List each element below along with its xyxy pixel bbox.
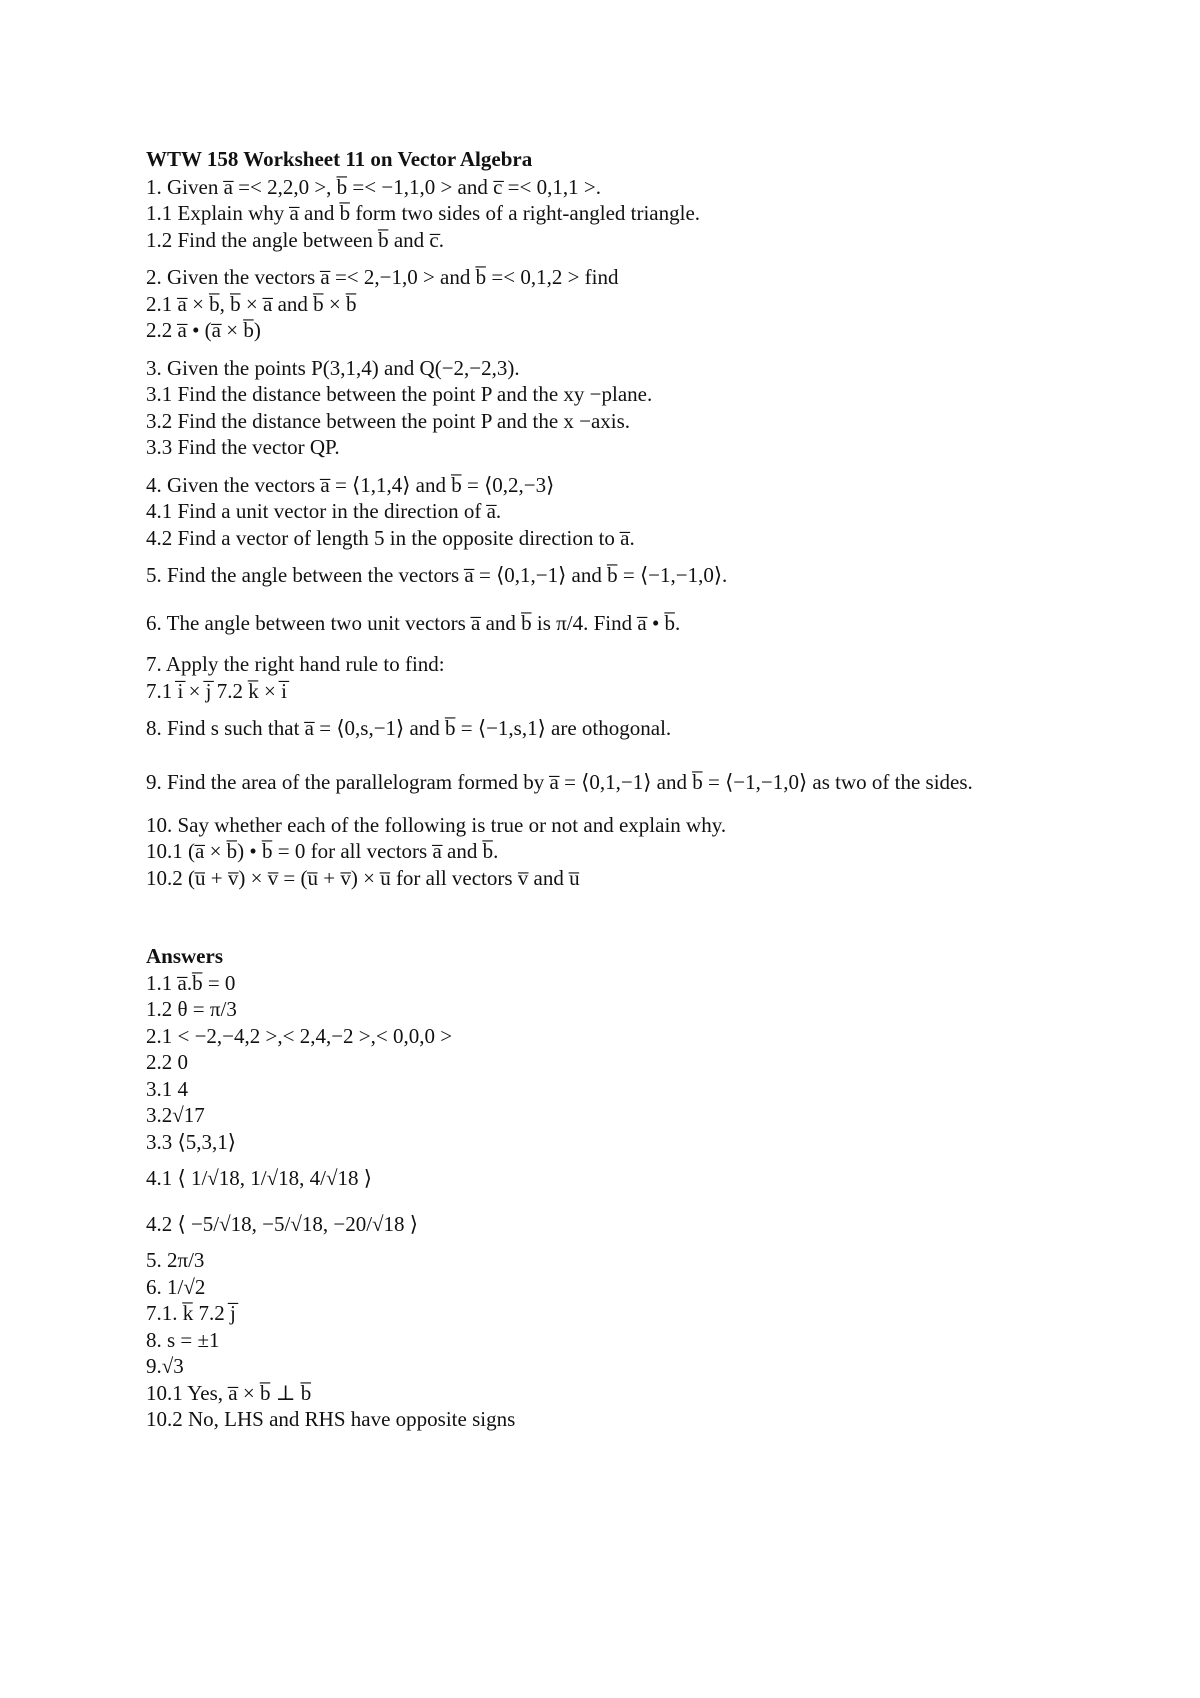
- question-line: 4.1 Find a unit vector in the direction of a̅.: [146, 499, 502, 523]
- answer-item: 7.1. k̅ 7.2 j̅: [146, 1301, 236, 1325]
- worksheet-content: [146, 146, 1066, 1433]
- question-line: 2.2 a̅ • (a̅ × b̅): [146, 318, 261, 342]
- question-line: 4.2 Find a vector of length 5 in the opposite direction to a̅.: [146, 525, 635, 550]
- answer-item: 1.2 θ = π/3: [146, 997, 237, 1021]
- answers-list: [146, 970, 1066, 1433]
- question-line: 2. Given the vectors a̅ =< 2,−1,0 > and b̅ =< 0,1,2 > find: [146, 265, 619, 289]
- question-line: 10.1 (a̅ × b̅) • b̅ = 0 for all vectors a̅ and b̅.: [146, 839, 499, 863]
- question-line: 1.1 Explain why a̅ and b̅ form two sides of a right-angled triangle.: [146, 201, 701, 225]
- question-line: 9. Find the area of the parallelogram formed by a̅ = ⟨0,1,−1⟩ and b̅ = ⟨−1,−1,0⟩ as two of the sides.: [146, 769, 973, 794]
- question-3: [146, 355, 1066, 461]
- answers-heading: Answers: [146, 944, 223, 968]
- worksheet-title: WTW 158 Worksheet 11 on Vector Algebra: [146, 147, 533, 171]
- answer-item: 3.3 ⟨5,3,1⟩: [146, 1129, 236, 1154]
- question-line: 7.1 i̅ × j̅ 7.2 k̅ × i̅: [146, 678, 287, 703]
- answer-item: 10.2 No, LHS and RHS have opposite signs: [146, 1407, 516, 1431]
- question-line: 3. Given the points P(3,1,4) and Q(−2,−2,3).: [146, 355, 520, 380]
- answer-item: 8. s = ±1: [146, 1327, 220, 1352]
- answer-item: 10.1 Yes, a̅ × b̅ ⊥ b̅: [146, 1380, 312, 1405]
- answer-item: 4.1 ⟨ 1/√18, 1/√18, 4/√18 ⟩: [146, 1166, 372, 1190]
- question-line: 2.1 a̅ × b̅, b̅ × a̅ and b̅ × b̅: [146, 291, 357, 316]
- question-line: 4. Given the vectors a̅ = ⟨1,1,4⟩ and b̅ = ⟨0,2,−3⟩: [146, 472, 555, 497]
- question-9: [146, 763, 1066, 801]
- question-line: 3.3 Find the vector QP.: [146, 435, 340, 459]
- question-7: [146, 651, 1066, 704]
- question-line: 3.1 Find the distance between the point P and the xy −plane.: [146, 382, 653, 406]
- question-4: [146, 472, 1066, 552]
- question-2: [146, 264, 1066, 344]
- question-line: 5. Find the angle between the vectors a̅ = ⟨0,1,−1⟩ and b̅ = ⟨−1,−1,0⟩.: [146, 563, 728, 587]
- question-line: 1. Given a̅ =< 2,2,0 >, b̅ =< −1,1,0 > and c̅ =< 0,1,1 >.: [146, 174, 601, 199]
- answer-item: 3.2√17: [146, 1103, 205, 1127]
- question-line: 7. Apply the right hand rule to find:: [146, 652, 445, 676]
- question-10: [146, 812, 1066, 892]
- answer-item: 4.2 ⟨ −5/√18, −5/√18, −20/√18 ⟩: [146, 1212, 418, 1236]
- question-line: 10. Say whether each of the following is true or not and explain why.: [146, 812, 727, 837]
- answer-item: 1.1 a̅.b̅ = 0: [146, 970, 236, 995]
- question-line: 8. Find s such that a̅ = ⟨0,s,−1⟩ and b̅ = ⟨−1,s,1⟩ are othogonal.: [146, 716, 672, 740]
- answer-item: 6. 1/√2: [146, 1274, 206, 1299]
- question-line: 1.2 Find the angle between b̅ and c̅.: [146, 227, 444, 252]
- question-1: [146, 174, 1066, 254]
- answer-item: 2.2 0: [146, 1050, 188, 1074]
- question-6: [146, 610, 1066, 637]
- answer-item: 5. 2π/3: [146, 1248, 205, 1272]
- answer-item: 3.1 4: [146, 1076, 188, 1101]
- question-line: 10.2 (u̅ + v̅) × v̅ = (u̅ + v̅) × u̅ for all vectors v̅ and u̅: [146, 865, 580, 890]
- answer-item: 2.1 < −2,−4,2 >,< 2,4,−2 >,< 0,0,0 >: [146, 1023, 453, 1048]
- question-5: [146, 562, 1066, 589]
- question-line: 3.2 Find the distance between the point P and the x −axis.: [146, 408, 631, 433]
- question-line: 6. The angle between two unit vectors a̅ and b̅ is π/4. Find a̅ • b̅.: [146, 610, 681, 635]
- answer-item: 9.√3: [146, 1354, 184, 1378]
- question-8: [146, 715, 1066, 742]
